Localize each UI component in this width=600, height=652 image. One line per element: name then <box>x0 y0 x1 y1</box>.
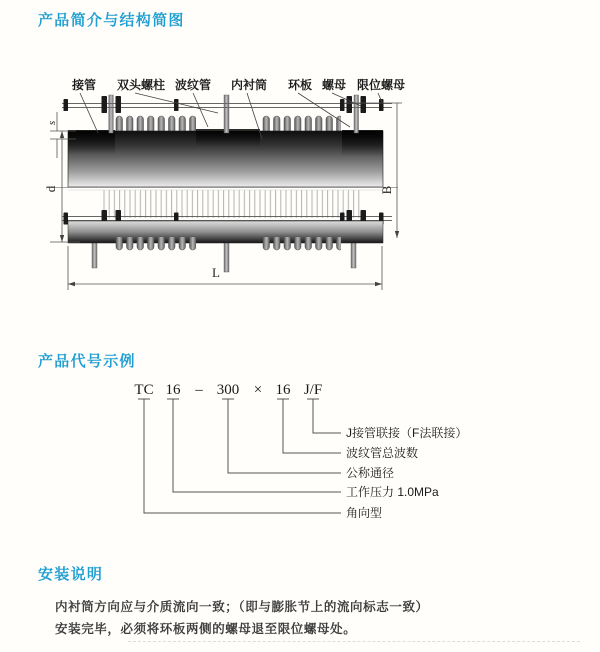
code-dash: – <box>195 382 203 398</box>
callout-type: 角向型 <box>346 506 383 520</box>
code-times: × <box>253 382 263 398</box>
code-diagram <box>134 382 467 520</box>
part-labels <box>71 77 405 92</box>
dim-s-label: s <box>46 120 58 126</box>
label-limit-nut: 限位螺母 <box>356 78 406 92</box>
code-callouts <box>346 425 467 520</box>
code-pressure: 16 <box>165 382 181 398</box>
label-bellows: 波纹管 <box>174 78 212 92</box>
install-instruction-line-2: 安装完毕，必须将环板两侧的螺母退至限位螺母处。 <box>55 622 357 636</box>
code-string <box>134 382 322 398</box>
callout-diameter: 公称通径 <box>346 466 395 480</box>
callout-pressure: 工作压力 1.0MPa <box>346 485 439 499</box>
code-connection: J/F <box>303 382 323 398</box>
section-title-install: 安装说明 <box>38 566 104 583</box>
code-type: TC <box>134 382 154 398</box>
label-liner: 内衬筒 <box>230 78 268 92</box>
dim-d-label: d <box>43 185 58 193</box>
code-connectors <box>138 399 341 513</box>
callout-connection: J接管联接（F法联接） <box>346 426 468 440</box>
label-pipe-end: 接管 <box>71 78 97 92</box>
dim-L-label: L <box>212 265 220 280</box>
label-stud: 双头螺柱 <box>116 78 166 92</box>
callout-waves: 波纹管总波数 <box>346 446 419 460</box>
section-title-intro: 产品简介与结构简图 <box>38 12 185 29</box>
code-diameter: 300 <box>216 382 240 398</box>
bellows-lower-ribs <box>102 190 360 218</box>
install-instruction-line-1: 内衬筒方向应与介质流向一致；（即与膨胀节上的流向标志一致） <box>55 600 429 614</box>
label-nut: 螺母 <box>321 78 347 92</box>
label-ring-plate: 环板 <box>287 78 313 92</box>
section-title-code: 产品代号示例 <box>38 353 136 370</box>
structure-diagram <box>43 77 405 290</box>
code-waves: 16 <box>275 382 291 398</box>
dim-B-label: B <box>379 185 394 195</box>
centerline <box>55 188 398 191</box>
